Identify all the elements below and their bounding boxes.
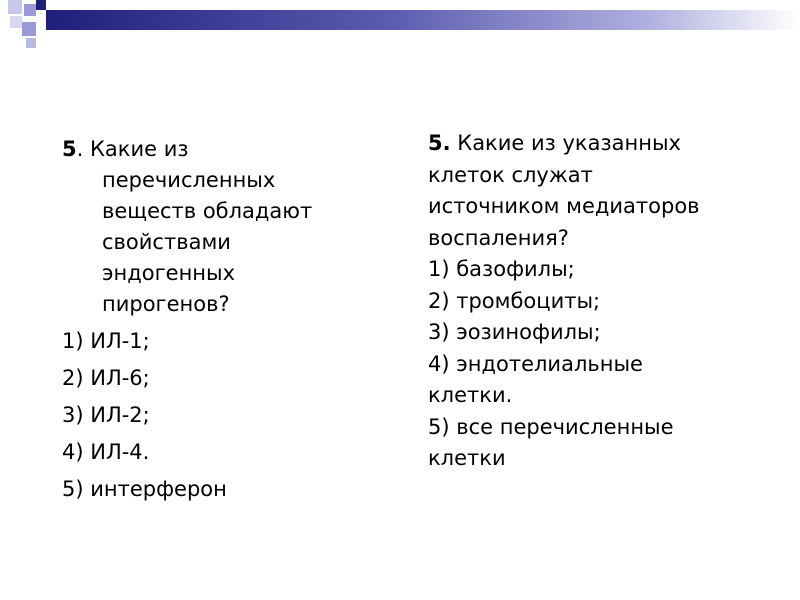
left-question	[62, 134, 392, 320]
right-question-line-1-wrap	[428, 128, 788, 160]
left-question-line-2: перечисленных	[102, 168, 276, 192]
right-answer-4: 4) эндотелиальные	[428, 351, 643, 376]
left-answer-2: 2) ИЛ-6;	[62, 366, 150, 390]
right-question-line-4: воспаления?	[428, 225, 569, 250]
decor-square-5	[22, 22, 36, 36]
decor-square-2	[24, 4, 36, 16]
right-question-number: 5.	[428, 131, 451, 155]
left-answer-4: 4) ИЛ-4.	[62, 440, 150, 464]
right-answer-1: 1) базофилы;	[428, 257, 575, 281]
left-answer-1: 1) ИЛ-1;	[62, 329, 150, 353]
right-answer-2: 2) тромбоциты;	[428, 288, 601, 313]
left-question-block	[62, 134, 392, 511]
right-answer-3: 3) эозинофилы;	[428, 320, 601, 344]
decor-square-4	[10, 16, 22, 28]
left-question-first-line	[62, 134, 392, 165]
left-question-line-5: эндогенных	[102, 261, 236, 285]
left-question-line-3: веществ обладают	[102, 199, 313, 223]
left-question-line-1: Какие из	[90, 137, 189, 161]
right-question-line-2: клеток служат	[428, 162, 593, 187]
decor-square-3	[36, 0, 46, 10]
left-question-number: 5	[62, 137, 77, 161]
left-question-number-punct: .	[76, 137, 84, 161]
decor-square-1	[8, 0, 22, 14]
right-answer-5: 5) все перечисленные	[428, 414, 674, 439]
header-gradient-bar	[46, 10, 800, 30]
left-answer-5: 5) интерферон	[62, 477, 227, 501]
left-question-line-4: свойствами	[102, 230, 231, 254]
right-answer-4-cont: клетки.	[428, 383, 513, 407]
left-answer-3: 3) ИЛ-2;	[62, 403, 150, 427]
right-answer-5-cont: клетки	[428, 446, 506, 470]
left-question-line-6: пирогенов?	[102, 292, 230, 316]
right-question-line-1: Какие из указанных	[457, 131, 681, 155]
right-question-block	[428, 128, 788, 475]
decor-square-6	[26, 38, 36, 48]
right-question-line-3: источником медиаторов	[428, 194, 700, 218]
